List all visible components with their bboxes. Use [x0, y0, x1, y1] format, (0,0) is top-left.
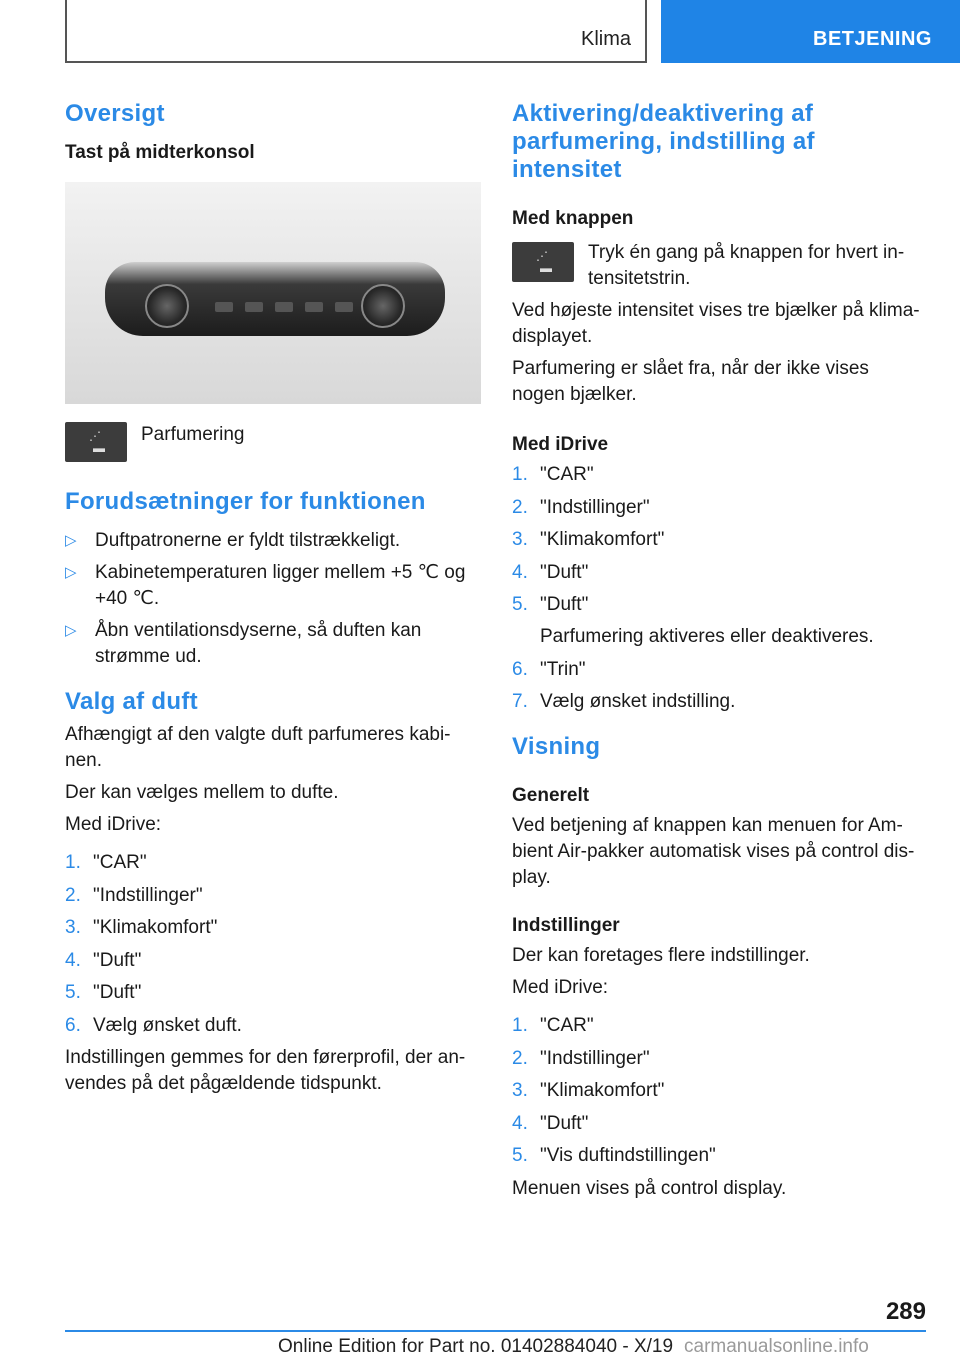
center-console-photo — [65, 182, 481, 404]
list-item: ▷ Åbn ventilationsdyserne, så duften kan strømme ud. — [65, 618, 483, 670]
prerequisite-list — [65, 528, 483, 670]
left-knob-image — [145, 284, 189, 328]
heading-forudsaetninger: Forudsætninger for funktionen — [65, 488, 426, 515]
list-item: ▷ Kabinetemperaturen ligger mellem +5 ℃ og +40 ℃. — [65, 560, 483, 612]
paragraph: Indstillingen gemmes for den førerprofil, der an-vendes på det pågældende tidspunkt. — [65, 1047, 466, 1094]
steps-list-aktivering — [512, 462, 926, 715]
parfumering-legend — [65, 422, 483, 462]
header-chapter-box — [65, 0, 647, 63]
paragraph: Med iDrive: — [512, 977, 609, 998]
list-item: 4. "Duft" — [512, 561, 589, 583]
list-item: ▷ Duftpatronerne er fyldt tilstrækkeligt. — [65, 528, 483, 554]
paragraph: Der kan foretages flere indstillinger. — [512, 945, 810, 966]
list-item: 6. Vælg ønsket duft. — [65, 1014, 242, 1036]
steps-list-indstillinger — [512, 1013, 926, 1169]
heading-valg-af-duft: Valg af duft — [65, 688, 198, 715]
heading-med-idrive: Med iDrive — [512, 434, 609, 455]
paragraph: Ved betjening af knappen kan menuen for Am-bient Air-pakker automatisk vises på control dis-play. — [512, 815, 915, 888]
heading-tast: Tast på midterkonsol — [65, 142, 255, 163]
list-item: 4. "Duft" — [512, 1112, 589, 1134]
paragraph: Tryk én gang på knappen for hvert in-tensitetstrin. — [588, 242, 905, 289]
watermark: carmanualsonline.info — [684, 1336, 869, 1357]
paragraph: Menuen vises på control display. — [512, 1177, 787, 1199]
perfume-button-icon: ⋰ ▬ — [65, 422, 127, 462]
list-item: 1. "CAR" — [512, 1015, 594, 1036]
list-item: 1. "CAR" — [512, 464, 594, 485]
list-item: 3. "Klimakomfort" — [512, 1080, 665, 1101]
list-item: 5. "Duft" — [65, 982, 142, 1003]
page-number: 289 — [885, 1298, 926, 1325]
tryk-row — [512, 240, 926, 292]
paragraph: Med iDrive: — [65, 814, 162, 835]
list-item: 6. "Trin" — [512, 658, 586, 680]
paragraph: Ved højeste intensitet vises tre bjælker på klima-displayet. — [512, 300, 920, 347]
paragraph: Der kan vælges mellem to dufte. — [65, 782, 339, 803]
list-item: 7. Vælg ønsket indstilling. — [512, 691, 736, 712]
list-item: 2. "Indstillinger" — [65, 884, 203, 906]
steps-list-valg — [65, 850, 483, 1039]
heading-visning: Visning — [512, 733, 601, 760]
list-item: 1. "CAR" — [65, 852, 147, 873]
list-item: 2. "Indstillinger" — [512, 1047, 650, 1069]
list-item: 2. "Indstillinger" — [512, 496, 650, 518]
icon-caption: Parfumering — [141, 424, 245, 445]
right-knob-image — [361, 284, 405, 328]
heading-oversigt: Oversigt — [65, 100, 165, 127]
header-section-tab: BETJENING — [661, 0, 960, 63]
paragraph: Afhængigt af den valgte duft parfumeres kabi-nen. — [65, 724, 451, 771]
left-column — [65, 100, 483, 1103]
list-item: 5. "Vis duftindstillingen" — [512, 1145, 716, 1166]
perfume-button-icon: ⋰ ▬ — [512, 242, 574, 282]
list-item: 4. "Duft" — [65, 949, 142, 971]
edition-text: Online Edition for Part no. 01402884040 - X/19 — [278, 1336, 674, 1357]
list-item: 3. "Klimakomfort" — [512, 529, 665, 550]
footer-divider — [65, 1330, 926, 1332]
heading-generelt: Generelt — [512, 785, 590, 806]
right-column — [512, 100, 926, 1208]
list-item: 5. "Duft" Parfumering aktiveres eller deaktiveres. — [512, 594, 874, 647]
climate-panel-image — [105, 262, 445, 336]
list-item: 3. "Klimakomfort" — [65, 917, 218, 938]
header-chapter: Klima — [580, 28, 631, 50]
heading-aktivering: Aktivering/deaktivering af parfumering, indstilling af intensitet — [512, 100, 815, 183]
heading-indstillinger: Indstillinger — [512, 915, 620, 936]
heading-med-knappen: Med knappen — [512, 208, 634, 229]
paragraph: Parfumering er slået fra, når der ikke vises nogen bjælker. — [512, 358, 869, 405]
